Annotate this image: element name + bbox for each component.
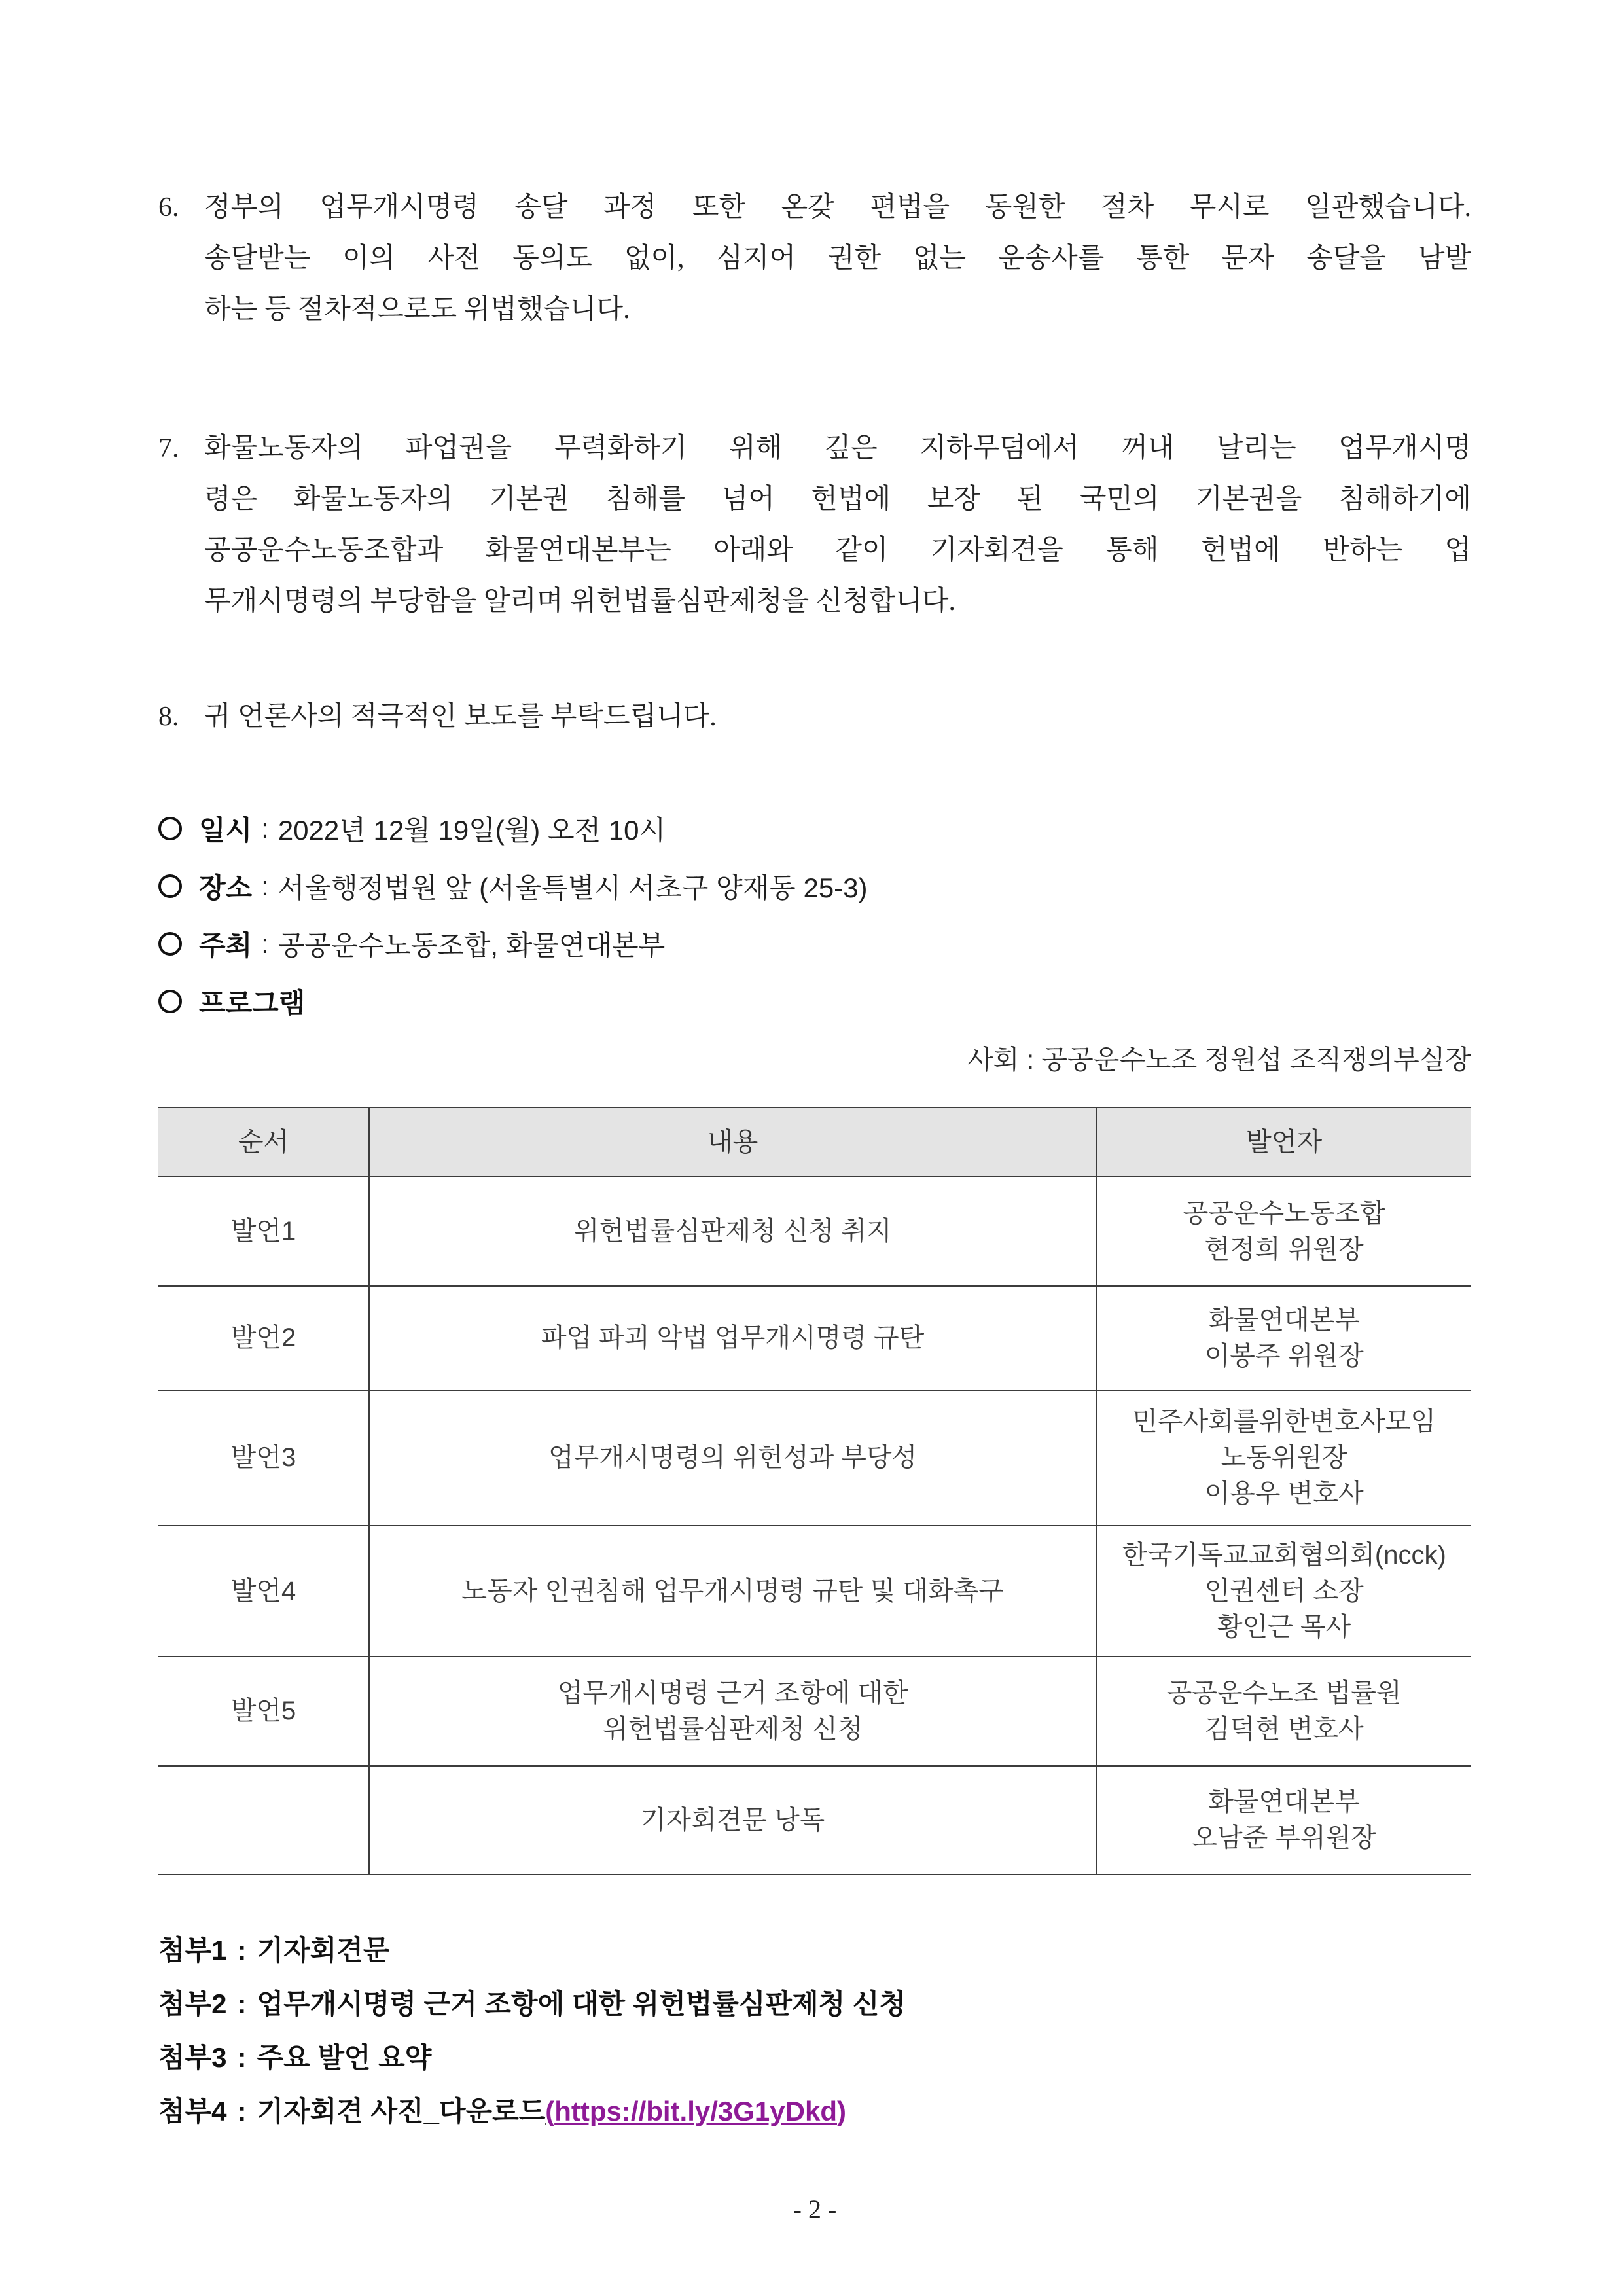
info-value: 공공운수노동조합, 화물연대본부: [277, 930, 666, 961]
table-row: [158, 1391, 1471, 1526]
numbered-paragraph-6: [158, 182, 1471, 335]
attachment-4: [158, 2085, 1471, 2138]
speaker-line: 오남준 부위원장: [1192, 1823, 1376, 1852]
table-cell-speaker: [1096, 1287, 1471, 1390]
speaker-line: 노동위원장: [1221, 1443, 1347, 1472]
speaker-line: 한국기독교교회협의회(ncck): [1122, 1540, 1446, 1570]
paragraph-line: 령은 화물노동자의 기본권 침해를 넘어 헌법에 보장 된 국민의 기본권을 침해하기에: [204, 484, 1471, 514]
bullet-circle-icon: [158, 932, 182, 956]
order-text: 발언1: [230, 1217, 296, 1246]
paren-open: (: [545, 2096, 555, 2126]
page-number: - 2 -: [793, 2195, 837, 2224]
paragraph-number: 7.: [158, 433, 179, 463]
bullet-circle-icon: [158, 874, 182, 898]
info-line-program: [158, 973, 1471, 1030]
info-value: 2022년 12월 19일(월) 오전 10시: [277, 815, 666, 846]
table-cell-speaker: [1096, 1391, 1471, 1525]
content-line: 위헌법률심판제청 신청 취지: [573, 1217, 892, 1246]
speaker-line: 황인근 목사: [1217, 1612, 1351, 1641]
order-text: 발언5: [230, 1696, 296, 1725]
moderator-line: 사회 : 공공운수노조 정원섭 조직쟁의부실장: [967, 1045, 1471, 1075]
table-row: [158, 1657, 1471, 1767]
numbered-paragraph-8: [158, 691, 1471, 742]
header-label: 내용: [707, 1127, 758, 1157]
attachment-text: 업무개시명령 근거 조항에 대한 위헌법률심판제청 신청: [257, 1988, 906, 2019]
attachment-colon: :: [237, 1935, 247, 1965]
table-cell-content: [368, 1767, 1096, 1874]
paragraph-line: 하는 등 절차적으로도 위법했습니다.: [204, 295, 630, 325]
attachment-1: [158, 1924, 1471, 1977]
table-cell-content: [368, 1177, 1096, 1285]
info-label: 일시: [199, 815, 253, 846]
bullet-circle-icon: [158, 817, 182, 840]
table-header-row: [158, 1108, 1471, 1177]
table-cell-speaker: [1096, 1657, 1471, 1765]
info-colon: :: [261, 928, 269, 959]
bullet-circle-icon: [158, 990, 182, 1013]
attachment-text: 기자회견 사진_다운로드: [257, 2096, 546, 2126]
paragraph-line: 화물노동자의 파업권을 무력화하기 위해 깊은 지하무덤에서 꺼내 날리는 업무개시명: [204, 433, 1471, 463]
table-cell-speaker: [1096, 1177, 1471, 1285]
photo-download-link[interactable]: https://bit.ly/3G1yDkd: [554, 2096, 837, 2126]
header-label: 순서: [238, 1127, 289, 1157]
table-cell-order: [158, 1391, 368, 1525]
speaker-line: 공공운수노동조합: [1183, 1198, 1385, 1228]
speaker-line: 화물연대본부: [1208, 1305, 1361, 1335]
info-line-datetime: [158, 800, 1471, 857]
speaker-line: 화물연대본부: [1208, 1787, 1361, 1816]
order-text: 발언2: [230, 1323, 296, 1352]
table-cell-order: [158, 1287, 368, 1390]
speaker-line: 공공운수노조 법률원: [1166, 1678, 1402, 1708]
content-line: 업무개시명령 근거 조항에 대한: [557, 1678, 908, 1708]
speaker-line: 이용우 변호사: [1204, 1479, 1364, 1508]
info-value: 서울행정법원 앞 (서울특별시 서초구 양재동 25-3): [277, 872, 868, 903]
attachment-label: 첨부3: [158, 2042, 227, 2073]
paragraph-line: 무개시명령의 부당함을 알리며 위헌법률심판제청을 신청합니다.: [204, 586, 955, 617]
info-label: 장소: [199, 872, 253, 903]
content-line: 노동자 인권침해 업무개시명령 규탄 및 대화촉구: [461, 1576, 1004, 1605]
table-cell-order: [158, 1657, 368, 1765]
table-cell-speaker: [1096, 1767, 1471, 1874]
table-header-speaker: [1096, 1108, 1471, 1176]
paragraph-number: 6.: [158, 192, 179, 223]
event-info-list: [158, 800, 1471, 1030]
info-line-place: [158, 857, 1471, 915]
paragraph-line: 정부의 업무개시명령 송달 과정 또한 온갖 편법을 동원한 절차 무시로 일관했습니다.: [204, 192, 1471, 223]
header-label: 발언자: [1246, 1127, 1323, 1157]
speaker-line: 현정희 위원장: [1204, 1234, 1364, 1264]
attachment-colon: :: [237, 2042, 247, 2073]
speaker-line: 이봉주 위원장: [1204, 1341, 1364, 1371]
attachment-text: 주요 발언 요약: [257, 2042, 432, 2073]
table-row: [158, 1177, 1471, 1287]
table-cell-content: [368, 1657, 1096, 1765]
content-line: 파업 파괴 악법 업무개시명령 규탄: [541, 1323, 925, 1352]
info-label: 프로그램: [199, 988, 306, 1018]
table-cell-order: [158, 1177, 368, 1285]
attachment-text: 기자회견문: [257, 1935, 390, 1965]
order-text: 발언3: [230, 1443, 296, 1472]
attachment-label: 첨부1: [158, 1935, 227, 1965]
speaker-line: 인권센터 소장: [1204, 1576, 1364, 1605]
photo-download-linkwrap: [545, 2096, 846, 2126]
speaker-line: 김덕현 변호사: [1204, 1714, 1364, 1744]
paragraph-body: [204, 691, 1471, 742]
table-cell-order: [158, 1767, 368, 1874]
attachment-label: 첨부2: [158, 1988, 227, 2019]
info-colon: :: [261, 870, 269, 901]
order-text: 발언4: [230, 1576, 296, 1605]
attachments-list: [158, 1924, 1471, 2138]
paragraph-body: [204, 182, 1471, 335]
content-line: 위헌법률심판제청 신청: [602, 1714, 863, 1744]
paragraph-line: 귀 언론사의 적극적인 보도를 부탁드립니다.: [204, 702, 717, 732]
info-label: 주최: [199, 930, 253, 961]
info-colon: :: [261, 813, 269, 844]
attachment-label: 첨부4: [158, 2096, 227, 2126]
content-line: 기자회견문 낭독: [640, 1805, 825, 1835]
content-line: 업무개시명령의 위헌성과 부당성: [548, 1443, 918, 1472]
table-header-order: [158, 1108, 368, 1176]
table-row: [158, 1287, 1471, 1391]
speaker-line: 민주사회를위한변호사모임: [1132, 1407, 1436, 1436]
table-row: [158, 1767, 1471, 1875]
attachment-colon: :: [237, 1988, 247, 2019]
table-cell-order: [158, 1526, 368, 1656]
program-table: [158, 1107, 1471, 1875]
table-header-content: [368, 1108, 1096, 1176]
attachment-2: [158, 1977, 1471, 2031]
table-cell-content: [368, 1287, 1096, 1390]
attachment-colon: :: [237, 2096, 247, 2126]
info-line-host: [158, 915, 1471, 973]
paragraph-body: [204, 423, 1471, 627]
paragraph-line: 공공운수노동조합과 화물연대본부는 아래와 같이 기자회견을 통해 헌법에 반하는 업: [204, 535, 1471, 565]
table-cell-content: [368, 1391, 1096, 1525]
table-cell-content: [368, 1526, 1096, 1656]
table-cell-speaker: [1096, 1526, 1471, 1656]
paren-close: ): [837, 2096, 846, 2126]
table-row: [158, 1526, 1471, 1657]
paragraph-line: 송달받는 이의 사전 동의도 없이, 심지어 권한 없는 운송사를 통한 문자 송달을 남발: [204, 243, 1471, 274]
paragraph-number: 8.: [158, 702, 179, 732]
attachment-3: [158, 2031, 1471, 2085]
numbered-paragraph-7: [158, 423, 1471, 627]
